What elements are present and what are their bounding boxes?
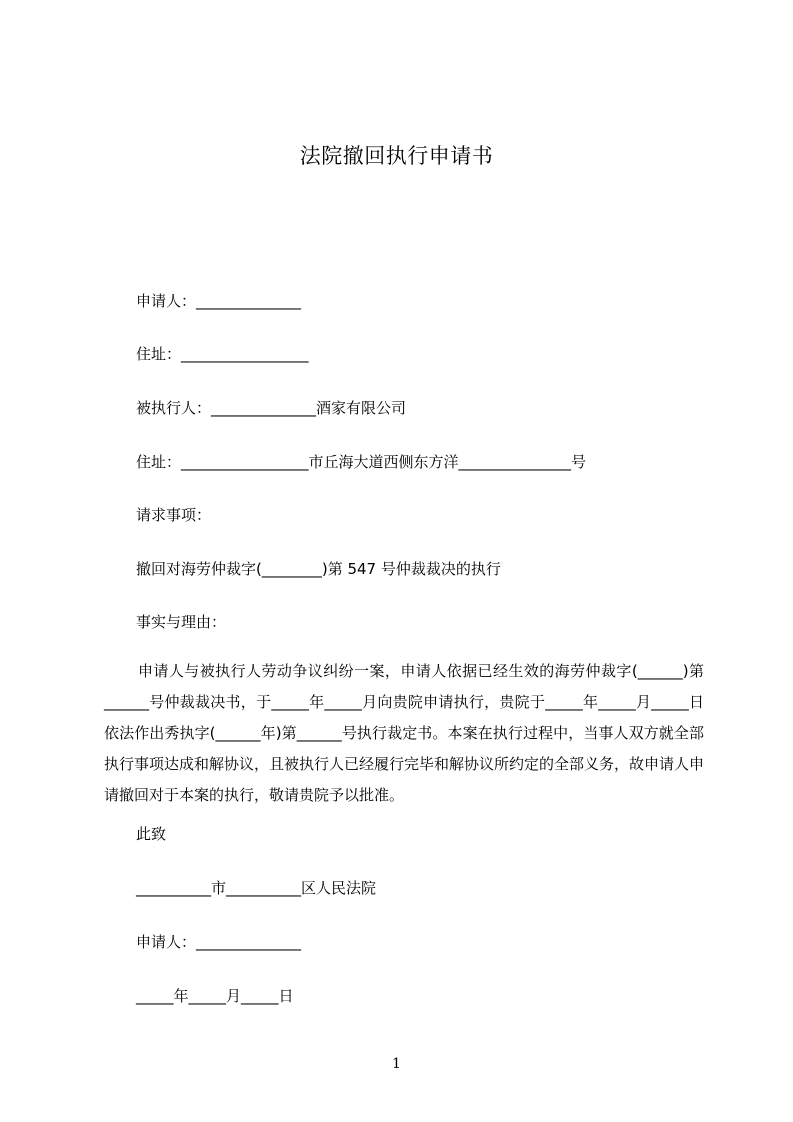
facts-heading: 事实与理由： [136,613,227,631]
salutation: 此致 [136,825,167,843]
document-title: 法院撤回执行申请书 [299,144,494,168]
date-line: _____年_____月_____日 [136,987,294,1005]
applicant-address-line: 住址：_________________ [136,345,309,363]
facts-paragraph: 申请人与被执行人劳动争议纠纷一案，申请人依据已经生效的海劳仲裁字(______)第______号仲裁裁决书，于_____年_____月向贵院申请执行，贵院于_____年_____月_____日依法作出秀执字(______年)第______号执行裁定书。本案在执行过程中，当事人双方就全部执行事项达成和解协议，且被执行人已经履行完毕和解协议所约定的全部义务，故申请人申请撤回对于本案的执行，敬请贵院予以批准。 [104,662,705,804]
page-number: 1 [392,1056,401,1072]
signature-line: 申请人：______________ [136,933,302,951]
respondent-address-line: 住址：_________________市丘海大道西侧东方洋_______________号 [136,453,587,471]
request-content: 撤回对海劳仲裁字(________)第 547 号仲裁裁决的执行 [136,560,501,578]
respondent-line: 被执行人：______________酒家有限公司 [136,399,407,417]
applicant-line: 申请人：______________ [136,292,302,310]
court-line: __________市__________区人民法院 [136,879,377,897]
request-heading: 请求事项： [136,506,212,524]
